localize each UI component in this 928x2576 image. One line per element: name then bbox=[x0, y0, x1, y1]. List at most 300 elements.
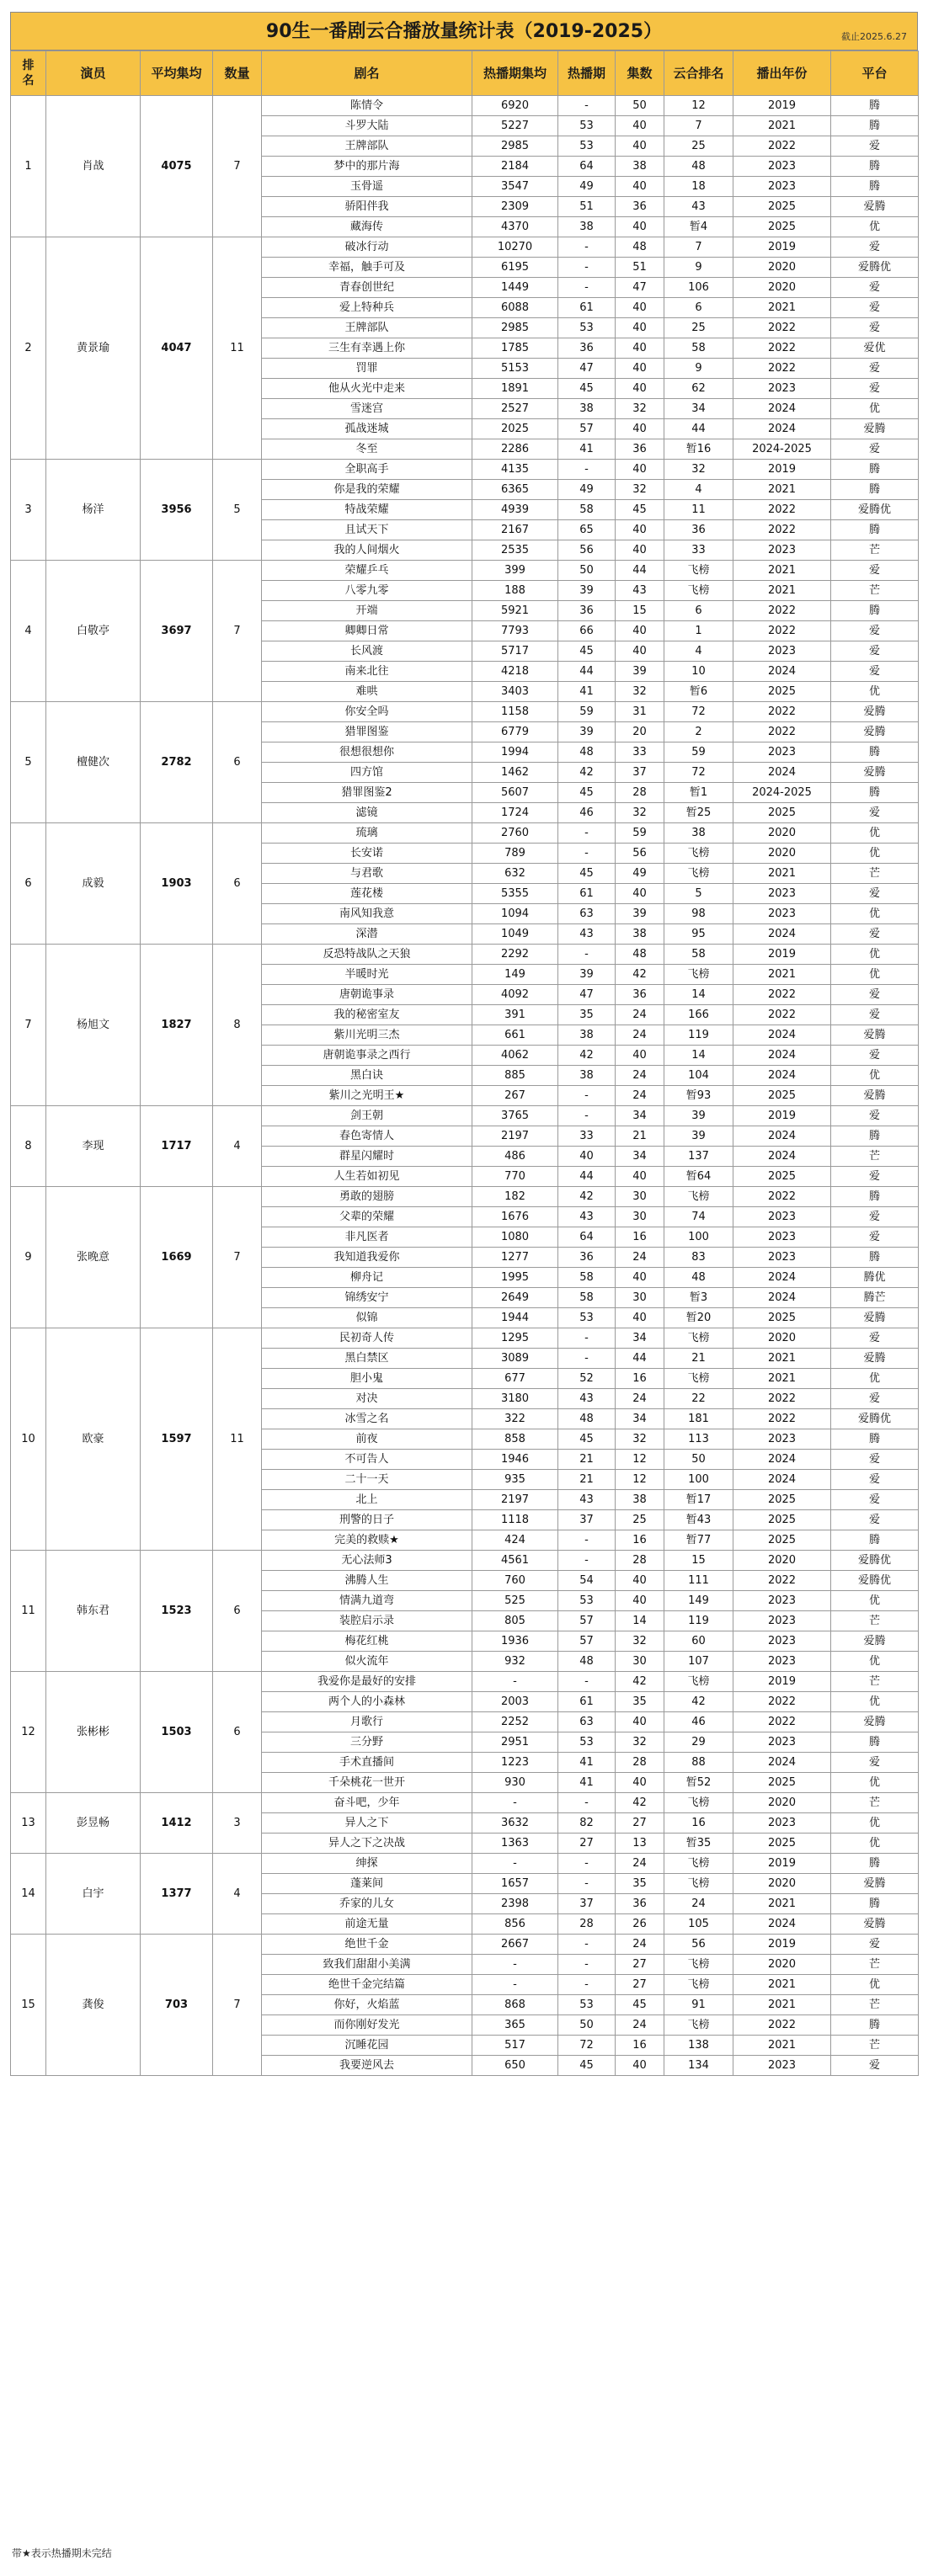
platform: 爱腾 bbox=[831, 419, 919, 439]
air-year: 2023 bbox=[733, 1207, 831, 1227]
drama-title: 唐朝诡事录 bbox=[262, 985, 472, 1005]
drama-title: 唐朝诡事录之西行 bbox=[262, 1046, 472, 1066]
peak-period: 57 bbox=[558, 1631, 616, 1652]
platform: 爱 bbox=[831, 924, 919, 945]
peak-period: 50 bbox=[558, 561, 616, 581]
episodes: 32 bbox=[616, 480, 664, 500]
platform: 爱 bbox=[831, 1167, 919, 1187]
avg-cell: 1523 bbox=[141, 1551, 213, 1672]
episodes: 30 bbox=[616, 1652, 664, 1672]
yunhe-rank: 56 bbox=[664, 1935, 733, 1955]
peak-period: 53 bbox=[558, 1995, 616, 2015]
episodes: 34 bbox=[616, 1409, 664, 1429]
drama-title: 不可告人 bbox=[262, 1450, 472, 1470]
yunhe-rank: 飞榜 bbox=[664, 864, 733, 884]
air-year: 2019 bbox=[733, 460, 831, 480]
peak-avg: 930 bbox=[472, 1773, 558, 1793]
air-year: 2021 bbox=[733, 581, 831, 601]
peak-avg: 182 bbox=[472, 1187, 558, 1207]
actor-cell: 檀健次 bbox=[46, 702, 141, 823]
platform: 爱腾 bbox=[831, 1025, 919, 1046]
peak-avg: - bbox=[472, 1955, 558, 1975]
platform: 芒 bbox=[831, 1793, 919, 1813]
drama-title: 父辈的荣耀 bbox=[262, 1207, 472, 1227]
peak-period: - bbox=[558, 1551, 616, 1571]
peak-avg: 2667 bbox=[472, 1935, 558, 1955]
air-year: 2022 bbox=[733, 136, 831, 157]
yunhe-rank: 119 bbox=[664, 1025, 733, 1046]
air-year: 2021 bbox=[733, 1894, 831, 1914]
episodes: 40 bbox=[616, 460, 664, 480]
platform: 腾 bbox=[831, 601, 919, 621]
episodes: 40 bbox=[616, 1167, 664, 1187]
actor-cell: 韩东君 bbox=[46, 1551, 141, 1672]
avg-cell: 1597 bbox=[141, 1328, 213, 1551]
air-year: 2023 bbox=[733, 1248, 831, 1268]
platform: 芒 bbox=[831, 581, 919, 601]
peak-avg: 677 bbox=[472, 1369, 558, 1389]
platform: 爱 bbox=[831, 641, 919, 662]
peak-period: 42 bbox=[558, 1187, 616, 1207]
air-year: 2020 bbox=[733, 278, 831, 298]
count-cell: 6 bbox=[213, 823, 262, 945]
header-peak-avg: 热播期集均 bbox=[472, 51, 558, 96]
platform: 腾 bbox=[831, 96, 919, 116]
peak-avg: - bbox=[472, 1672, 558, 1692]
peak-period: 53 bbox=[558, 136, 616, 157]
drama-title: 幸福，触手可及 bbox=[262, 258, 472, 278]
platform: 腾 bbox=[831, 1187, 919, 1207]
episodes: 12 bbox=[616, 1470, 664, 1490]
drama-title: 完美的救赎★ bbox=[262, 1530, 472, 1551]
peak-avg: 2025 bbox=[472, 419, 558, 439]
yunhe-rank: 22 bbox=[664, 1389, 733, 1409]
platform: 优 bbox=[831, 844, 919, 864]
drama-title: 陈情令 bbox=[262, 96, 472, 116]
peak-avg: 4561 bbox=[472, 1551, 558, 1571]
actor-cell: 张晚意 bbox=[46, 1187, 141, 1328]
platform: 优 bbox=[831, 1692, 919, 1712]
yunhe-rank: 飞榜 bbox=[664, 581, 733, 601]
peak-avg: 805 bbox=[472, 1611, 558, 1631]
platform: 优 bbox=[831, 399, 919, 419]
air-year: 2025 bbox=[733, 217, 831, 237]
peak-avg: 2398 bbox=[472, 1894, 558, 1914]
air-year: 2023 bbox=[733, 1652, 831, 1672]
episodes: 59 bbox=[616, 823, 664, 844]
air-year: 2022 bbox=[733, 1692, 831, 1712]
platform: 爱腾优 bbox=[831, 1571, 919, 1591]
yunhe-rank: 14 bbox=[664, 985, 733, 1005]
header-platform: 平台 bbox=[831, 51, 919, 96]
platform: 爱 bbox=[831, 237, 919, 258]
episodes: 30 bbox=[616, 1288, 664, 1308]
air-year: 2020 bbox=[733, 1874, 831, 1894]
air-year: 2022 bbox=[733, 318, 831, 338]
peak-period: 41 bbox=[558, 682, 616, 702]
yunhe-rank: 98 bbox=[664, 904, 733, 924]
table-row bbox=[11, 1328, 919, 1349]
peak-avg: 1094 bbox=[472, 904, 558, 924]
drama-title: 非凡医者 bbox=[262, 1227, 472, 1248]
drama-title: 二十一天 bbox=[262, 1470, 472, 1490]
title-bar bbox=[10, 12, 918, 51]
peak-period: 37 bbox=[558, 1510, 616, 1530]
episodes: 50 bbox=[616, 96, 664, 116]
table-row bbox=[11, 237, 919, 258]
platform: 优 bbox=[831, 217, 919, 237]
platform: 芒 bbox=[831, 1995, 919, 2015]
peak-avg: 935 bbox=[472, 1470, 558, 1490]
peak-period: 45 bbox=[558, 379, 616, 399]
peak-period: - bbox=[558, 1975, 616, 1995]
header-episodes: 集数 bbox=[616, 51, 664, 96]
peak-period: 38 bbox=[558, 1066, 616, 1086]
count-cell: 7 bbox=[213, 96, 262, 237]
platform: 爱 bbox=[831, 1753, 919, 1773]
table-row bbox=[11, 823, 919, 844]
peak-period: - bbox=[558, 258, 616, 278]
peak-period: - bbox=[558, 1874, 616, 1894]
episodes: 32 bbox=[616, 1732, 664, 1753]
drama-title: 斗罗大陆 bbox=[262, 116, 472, 136]
episodes: 28 bbox=[616, 1753, 664, 1773]
platform: 腾 bbox=[831, 2015, 919, 2036]
peak-avg: 2985 bbox=[472, 318, 558, 338]
air-year: 2025 bbox=[733, 1167, 831, 1187]
platform: 腾 bbox=[831, 157, 919, 177]
platform: 爱 bbox=[831, 1935, 919, 1955]
drama-title: 春色寄情人 bbox=[262, 1126, 472, 1147]
peak-period: 38 bbox=[558, 1025, 616, 1046]
rank-cell: 6 bbox=[11, 823, 46, 945]
peak-period: 47 bbox=[558, 359, 616, 379]
count-cell: 3 bbox=[213, 1793, 262, 1854]
air-year: 2019 bbox=[733, 1106, 831, 1126]
platform: 爱 bbox=[831, 1389, 919, 1409]
table-row bbox=[11, 96, 919, 116]
drama-title: 对决 bbox=[262, 1389, 472, 1409]
platform: 优 bbox=[831, 945, 919, 965]
peak-avg: 1994 bbox=[472, 742, 558, 763]
platform: 爱 bbox=[831, 662, 919, 682]
drama-title: 罚罪 bbox=[262, 359, 472, 379]
peak-avg: - bbox=[472, 1854, 558, 1874]
air-year: 2025 bbox=[733, 1530, 831, 1551]
peak-avg: 2252 bbox=[472, 1712, 558, 1732]
platform: 爱 bbox=[831, 1470, 919, 1490]
peak-period: 43 bbox=[558, 1490, 616, 1510]
yunhe-rank: 38 bbox=[664, 823, 733, 844]
air-year: 2022 bbox=[733, 338, 831, 359]
episodes: 36 bbox=[616, 985, 664, 1005]
yunhe-rank: 4 bbox=[664, 480, 733, 500]
platform: 爱腾 bbox=[831, 702, 919, 722]
yunhe-rank: 166 bbox=[664, 1005, 733, 1025]
episodes: 26 bbox=[616, 1914, 664, 1935]
drama-title: 而你刚好发光 bbox=[262, 2015, 472, 2036]
air-year: 2023 bbox=[733, 1227, 831, 1248]
peak-avg: 2951 bbox=[472, 1732, 558, 1753]
yunhe-rank: 飞榜 bbox=[664, 1854, 733, 1874]
peak-period: 58 bbox=[558, 500, 616, 520]
drama-title: 他从火光中走来 bbox=[262, 379, 472, 399]
drama-title: 绝世千金完结篇 bbox=[262, 1975, 472, 1995]
yunhe-rank: 9 bbox=[664, 359, 733, 379]
table-row bbox=[11, 1106, 919, 1126]
avg-cell: 1717 bbox=[141, 1106, 213, 1187]
yunhe-rank: 33 bbox=[664, 540, 733, 561]
drama-title: 勇敢的翅膀 bbox=[262, 1187, 472, 1207]
yunhe-rank: 飞榜 bbox=[664, 561, 733, 581]
peak-period: 49 bbox=[558, 177, 616, 197]
drama-title: 很想很想你 bbox=[262, 742, 472, 763]
episodes: 21 bbox=[616, 1126, 664, 1147]
avg-cell: 4075 bbox=[141, 96, 213, 237]
episodes: 34 bbox=[616, 1106, 664, 1126]
drama-title: 南风知我意 bbox=[262, 904, 472, 924]
drama-title: 骄阳伴我 bbox=[262, 197, 472, 217]
drama-title: 半暖时光 bbox=[262, 965, 472, 985]
peak-period: 53 bbox=[558, 318, 616, 338]
peak-period: 47 bbox=[558, 985, 616, 1005]
yunhe-rank: 16 bbox=[664, 1813, 733, 1834]
drama-title: 乔家的儿女 bbox=[262, 1894, 472, 1914]
peak-avg: 1657 bbox=[472, 1874, 558, 1894]
yunhe-rank: 5 bbox=[664, 884, 733, 904]
air-year: 2020 bbox=[733, 1551, 831, 1571]
yunhe-rank: 134 bbox=[664, 2056, 733, 2076]
peak-avg: 1462 bbox=[472, 763, 558, 783]
table-body bbox=[11, 96, 919, 2076]
header-avg: 平均集均 bbox=[141, 51, 213, 96]
episodes: 40 bbox=[616, 419, 664, 439]
drama-title: 青春创世纪 bbox=[262, 278, 472, 298]
platform: 爱腾 bbox=[831, 1914, 919, 1935]
platform: 爱 bbox=[831, 136, 919, 157]
air-year: 2021 bbox=[733, 1975, 831, 1995]
platform: 爱 bbox=[831, 2056, 919, 2076]
drama-title: 你是我的荣耀 bbox=[262, 480, 472, 500]
episodes: 27 bbox=[616, 1975, 664, 1995]
air-year: 2021 bbox=[733, 116, 831, 136]
yunhe-rank: 14 bbox=[664, 1046, 733, 1066]
rank-cell: 4 bbox=[11, 561, 46, 702]
peak-period: 46 bbox=[558, 803, 616, 823]
table-row bbox=[11, 702, 919, 722]
air-year: 2020 bbox=[733, 258, 831, 278]
count-cell: 5 bbox=[213, 460, 262, 561]
air-year: 2024 bbox=[733, 1126, 831, 1147]
peak-avg: 856 bbox=[472, 1914, 558, 1935]
platform: 爱 bbox=[831, 985, 919, 1005]
peak-avg: 1724 bbox=[472, 803, 558, 823]
actor-cell: 白敬亭 bbox=[46, 561, 141, 702]
peak-period: 45 bbox=[558, 1429, 616, 1450]
peak-period: - bbox=[558, 844, 616, 864]
yunhe-rank: 113 bbox=[664, 1429, 733, 1450]
episodes: 48 bbox=[616, 945, 664, 965]
peak-avg: 1891 bbox=[472, 379, 558, 399]
episodes: 24 bbox=[616, 1248, 664, 1268]
air-year: 2024 bbox=[733, 1450, 831, 1470]
episodes: 33 bbox=[616, 742, 664, 763]
episodes: 38 bbox=[616, 924, 664, 945]
drama-title: 莲花楼 bbox=[262, 884, 472, 904]
episodes: 56 bbox=[616, 844, 664, 864]
air-year: 2021 bbox=[733, 1995, 831, 2015]
episodes: 20 bbox=[616, 722, 664, 742]
yunhe-rank: 暂20 bbox=[664, 1308, 733, 1328]
yunhe-rank: 21 bbox=[664, 1349, 733, 1369]
yunhe-rank: 62 bbox=[664, 379, 733, 399]
yunhe-rank: 飞榜 bbox=[664, 1369, 733, 1389]
yunhe-rank: 4 bbox=[664, 641, 733, 662]
air-year: 2022 bbox=[733, 1389, 831, 1409]
peak-period: 61 bbox=[558, 884, 616, 904]
actor-cell: 欧豪 bbox=[46, 1328, 141, 1551]
actor-cell: 成毅 bbox=[46, 823, 141, 945]
platform: 爱 bbox=[831, 1328, 919, 1349]
peak-avg: 2197 bbox=[472, 1126, 558, 1147]
platform: 爱腾优 bbox=[831, 1409, 919, 1429]
air-year: 2022 bbox=[733, 1712, 831, 1732]
platform: 爱腾优 bbox=[831, 500, 919, 520]
header-rank: 排名 bbox=[11, 51, 46, 96]
episodes: 48 bbox=[616, 237, 664, 258]
yunhe-rank: 6 bbox=[664, 601, 733, 621]
platform: 爱 bbox=[831, 379, 919, 399]
episodes: 24 bbox=[616, 1025, 664, 1046]
peak-period: 36 bbox=[558, 601, 616, 621]
table-row bbox=[11, 1187, 919, 1207]
episodes: 49 bbox=[616, 864, 664, 884]
peak-avg: 2309 bbox=[472, 197, 558, 217]
avg-cell: 3697 bbox=[141, 561, 213, 702]
drama-title: 黑白诀 bbox=[262, 1066, 472, 1086]
drama-title: 前途无量 bbox=[262, 1914, 472, 1935]
episodes: 40 bbox=[616, 540, 664, 561]
peak-avg: 188 bbox=[472, 581, 558, 601]
header-peak-period: 热播期 bbox=[558, 51, 616, 96]
platform: 优 bbox=[831, 1066, 919, 1086]
air-year: 2019 bbox=[733, 96, 831, 116]
peak-period: 37 bbox=[558, 1894, 616, 1914]
episodes: 24 bbox=[616, 1066, 664, 1086]
drama-title: 你好，火焰蓝 bbox=[262, 1995, 472, 2015]
platform: 爱腾 bbox=[831, 1712, 919, 1732]
drama-title: 爱上特种兵 bbox=[262, 298, 472, 318]
peak-period: - bbox=[558, 1935, 616, 1955]
yunhe-rank: 暂4 bbox=[664, 217, 733, 237]
yunhe-rank: 飞榜 bbox=[664, 844, 733, 864]
drama-title: 我要逆风去 bbox=[262, 2056, 472, 2076]
peak-period: 33 bbox=[558, 1126, 616, 1147]
platform: 腾 bbox=[831, 1854, 919, 1874]
peak-avg: 5153 bbox=[472, 359, 558, 379]
peak-period: 39 bbox=[558, 965, 616, 985]
air-year: 2024 bbox=[733, 1288, 831, 1308]
episodes: 36 bbox=[616, 439, 664, 460]
drama-title: 全职高手 bbox=[262, 460, 472, 480]
drama-title: 月歌行 bbox=[262, 1712, 472, 1732]
air-year: 2024 bbox=[733, 399, 831, 419]
yunhe-rank: 暂3 bbox=[664, 1288, 733, 1308]
drama-title: 绅探 bbox=[262, 1854, 472, 1874]
air-year: 2023 bbox=[733, 641, 831, 662]
yunhe-rank: 12 bbox=[664, 96, 733, 116]
air-year: 2020 bbox=[733, 1328, 831, 1349]
peak-avg: 1080 bbox=[472, 1227, 558, 1248]
yunhe-rank: 100 bbox=[664, 1227, 733, 1248]
count-cell: 7 bbox=[213, 1935, 262, 2076]
stats-table bbox=[10, 51, 919, 2076]
drama-title: 八零九零 bbox=[262, 581, 472, 601]
drama-title: 猎罪图鉴 bbox=[262, 722, 472, 742]
platform: 优 bbox=[831, 1369, 919, 1389]
air-year: 2024-2025 bbox=[733, 439, 831, 460]
episodes: 44 bbox=[616, 1349, 664, 1369]
air-year: 2021 bbox=[733, 1369, 831, 1389]
peak-avg: 1995 bbox=[472, 1268, 558, 1288]
yunhe-rank: 25 bbox=[664, 136, 733, 157]
air-year: 2024 bbox=[733, 662, 831, 682]
drama-title: 且试天下 bbox=[262, 520, 472, 540]
episodes: 40 bbox=[616, 1773, 664, 1793]
peak-period: 48 bbox=[558, 1652, 616, 1672]
episodes: 44 bbox=[616, 561, 664, 581]
peak-period: - bbox=[558, 237, 616, 258]
drama-title: 剑王朝 bbox=[262, 1106, 472, 1126]
drama-title: 琉璃 bbox=[262, 823, 472, 844]
drama-title: 冰雪之名 bbox=[262, 1409, 472, 1429]
episodes: 51 bbox=[616, 258, 664, 278]
yunhe-rank: 暂6 bbox=[664, 682, 733, 702]
yunhe-rank: 18 bbox=[664, 177, 733, 197]
peak-avg: 661 bbox=[472, 1025, 558, 1046]
peak-avg: 2292 bbox=[472, 945, 558, 965]
air-year: 2024 bbox=[733, 1025, 831, 1046]
air-year: 2021 bbox=[733, 480, 831, 500]
peak-avg: 525 bbox=[472, 1591, 558, 1611]
episodes: 32 bbox=[616, 1429, 664, 1450]
air-year: 2023 bbox=[733, 2056, 831, 2076]
air-year: 2023 bbox=[733, 177, 831, 197]
peak-avg: 770 bbox=[472, 1167, 558, 1187]
platform: 芒 bbox=[831, 1611, 919, 1631]
yunhe-rank: 48 bbox=[664, 157, 733, 177]
actor-cell: 李现 bbox=[46, 1106, 141, 1187]
peak-period: 52 bbox=[558, 1369, 616, 1389]
platform: 优 bbox=[831, 1652, 919, 1672]
yunhe-rank: 72 bbox=[664, 702, 733, 722]
peak-period: - bbox=[558, 945, 616, 965]
actor-cell: 白宇 bbox=[46, 1854, 141, 1935]
count-cell: 7 bbox=[213, 561, 262, 702]
yunhe-rank: 111 bbox=[664, 1571, 733, 1591]
peak-period: 41 bbox=[558, 1753, 616, 1773]
platform: 爱 bbox=[831, 298, 919, 318]
peak-period: 39 bbox=[558, 722, 616, 742]
air-year: 2024 bbox=[733, 419, 831, 439]
peak-period: 44 bbox=[558, 1167, 616, 1187]
drama-title: 反恐特战队之天狼 bbox=[262, 945, 472, 965]
peak-avg: 2003 bbox=[472, 1692, 558, 1712]
yunhe-rank: 暂52 bbox=[664, 1773, 733, 1793]
platform: 优 bbox=[831, 1591, 919, 1611]
yunhe-rank: 32 bbox=[664, 460, 733, 480]
table-row bbox=[11, 1793, 919, 1813]
